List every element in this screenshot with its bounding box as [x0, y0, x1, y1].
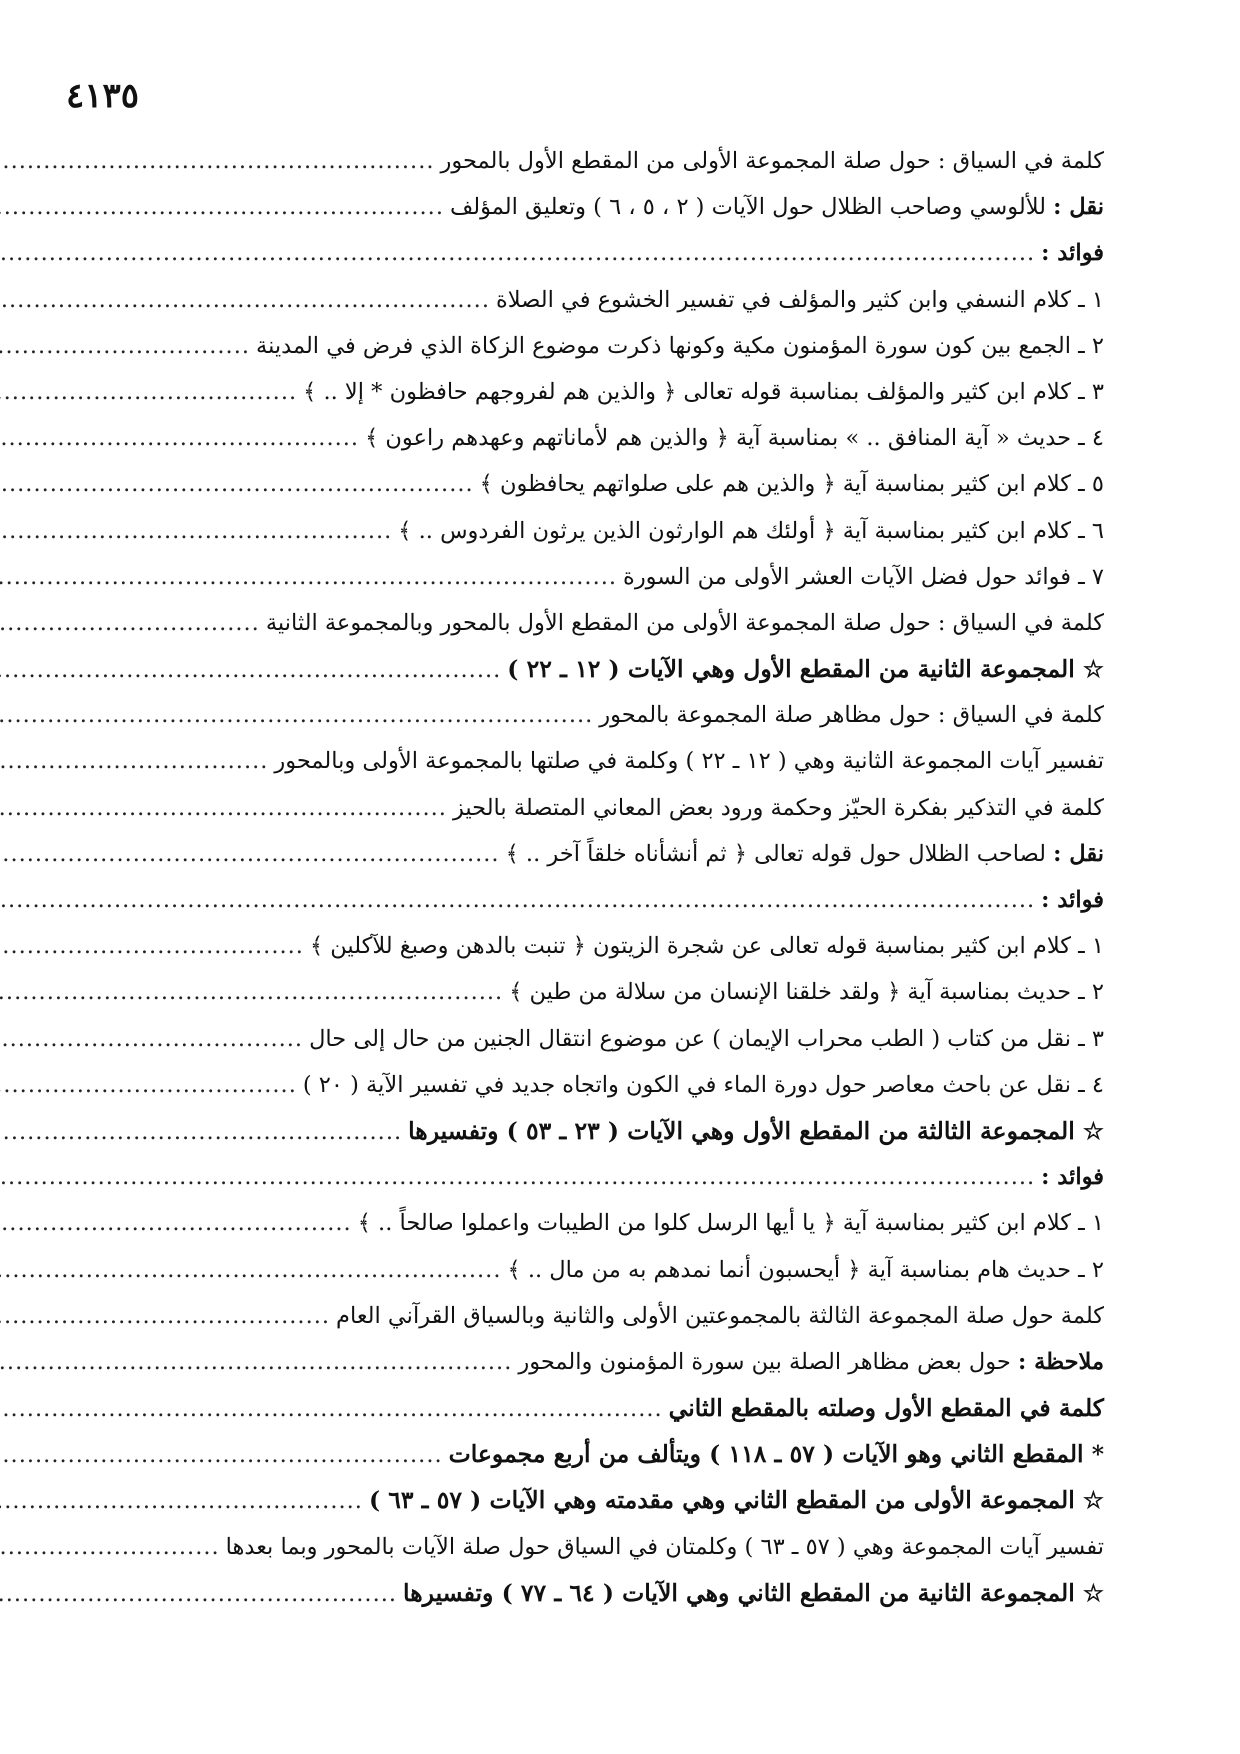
toc-entry — [62, 877, 1104, 923]
dot-leader — [0, 554, 617, 600]
toc-entry — [62, 785, 1104, 831]
entry-text: ٣ ـ كلام ابن كثير والمؤلف بمناسبة قوله تعالى ﴿ والذين هم لفروجهم حافظون * إلا .. ﴾ — [303, 378, 1104, 405]
entry-text: ٧ ـ فوائد حول فضل الآيات العشر الأولى من السورة — [623, 563, 1104, 590]
entry-lead: نقل : — [1053, 840, 1104, 867]
dot-leader — [0, 877, 1035, 923]
toc-entry — [62, 1431, 1104, 1477]
toc-entry — [62, 415, 1104, 461]
toc-entry — [62, 230, 1104, 276]
entry-title — [303, 369, 1104, 415]
dot-leader — [0, 1062, 297, 1108]
entry-title — [669, 1385, 1104, 1431]
toc-entry — [62, 831, 1104, 877]
entry-title — [1041, 230, 1104, 276]
entry-title — [309, 1016, 1104, 1062]
dot-leader — [0, 1524, 220, 1570]
entry-title — [441, 138, 1105, 184]
toc-entry — [62, 1385, 1104, 1431]
entry-text: ☆ المجموعة الثانية من المقطع الأول وهي الآيات ( ١٢ ـ ٢٢ ) — [507, 655, 1104, 684]
entry-title — [496, 277, 1104, 323]
entry-text: ٦ ـ كلام ابن كثير بمناسبة آية ﴿ أولئك هم الوارثون الذين يرثون الفردوس .. ﴾ — [398, 517, 1104, 544]
entry-text: حول بعض مظاهر الصلة بين سورة المؤمنون والمحور — [518, 1348, 1018, 1375]
entry-title — [226, 1524, 1104, 1570]
dot-leader — [0, 1293, 330, 1339]
toc-entry — [62, 508, 1104, 554]
toc-entry — [62, 923, 1104, 969]
dot-leader — [0, 1571, 397, 1617]
entry-text: ٢ ـ حديث بمناسبة آية ﴿ ولقد خلقنا الإنسان من سلالة من طين ﴾ — [509, 979, 1104, 1006]
entry-title — [506, 831, 1104, 877]
dot-leader — [0, 1432, 443, 1478]
entry-text: كلمة في السياق : حول صلة المجموعة الأولى من المقطع الأول بالمحور وبالمجموعة الثانية — [265, 609, 1104, 636]
dot-leader — [0, 785, 447, 831]
entry-lead: فوائد : — [1041, 240, 1104, 267]
entry-text: كلمة في السياق : حول مظاهر صلة المجموعة بالمحور — [599, 702, 1104, 729]
entry-title — [1041, 877, 1104, 923]
entry-title — [336, 1293, 1104, 1339]
entry-title — [518, 1339, 1104, 1385]
entry-title — [450, 184, 1104, 230]
dot-leader — [0, 738, 268, 784]
dot-leader — [0, 923, 304, 969]
page-number: ٤١٣٥ — [66, 76, 140, 116]
entry-title — [310, 923, 1104, 969]
dot-leader — [0, 1247, 501, 1293]
entry-text: لصاحب الظلال حول قوله تعالى ﴿ ثم أنشأناه خلقاً آخر .. ﴾ — [505, 840, 1054, 867]
entry-title — [398, 508, 1104, 554]
entry-text: ☆ المجموعة الأولى من المقطع الثاني وهي مقدمته وهي الآيات ( ٥٧ ـ ٦٣ ) — [368, 1486, 1104, 1515]
entry-title — [358, 1200, 1104, 1246]
entry-lead: نقل : — [1053, 194, 1104, 221]
entry-title — [365, 415, 1104, 461]
entry-text: ٤ ـ نقل عن باحث معاصر حول دورة الماء في الكون واتجاه جديد في تفسير الآية ( ٢٠ ) — [302, 1071, 1104, 1098]
entry-text: ٢ ـ حديث هام بمناسبة آية ﴿ أيحسبون أنما نمدهم به من مال .. ﴾ — [507, 1256, 1104, 1283]
entry-title — [507, 646, 1104, 692]
toc-entry — [62, 1062, 1104, 1108]
entry-text: ☆ المجموعة الثالثة من المقطع الأول وهي الآيات ( ٢٣ ـ ٥٣ ) وتفسيرها — [408, 1116, 1104, 1145]
table-of-contents — [62, 138, 1104, 1616]
entry-text: ٥ ـ كلام ابن كثير بمناسبة آية ﴿ والذين هم على صلواتهم يحافظون ﴾ — [479, 471, 1104, 498]
toc-entry — [62, 461, 1104, 507]
dot-leader — [0, 508, 392, 554]
toc-entry — [62, 738, 1104, 784]
dot-leader — [0, 647, 501, 693]
entry-text: ٤ ـ حديث « آية المنافق .. » بمناسبة آية ﴿ والذين هم لأماناتهم وعهدهم راعون ﴾ — [365, 425, 1104, 452]
toc-entry — [62, 323, 1104, 369]
toc-entry — [62, 369, 1104, 415]
entry-text: كلمة في المقطع الأول وصلته بالمقطع الثاني — [668, 1394, 1104, 1423]
entry-text: ١ ـ كلام ابن كثير بمناسبة قوله تعالى عن شجرة الزيتون ﴿ تنبت بالدهن وصبغ للآكلين ﴾ — [309, 933, 1104, 960]
entry-title — [369, 1477, 1104, 1523]
toc-entry — [62, 1108, 1104, 1154]
entry-title — [480, 461, 1104, 507]
dot-leader — [0, 1016, 303, 1062]
toc-entry — [62, 600, 1104, 646]
toc-entry — [62, 138, 1104, 184]
dot-leader — [0, 1339, 512, 1385]
toc-entry — [62, 1524, 1104, 1570]
dot-leader — [0, 831, 500, 877]
entry-text: كلمة في التذكير بفكرة الحيّز وحكمة ورود بعض المعاني المتصلة بالحيز — [452, 794, 1104, 821]
dot-leader — [0, 323, 250, 369]
toc-entry — [62, 1200, 1104, 1246]
dot-leader — [0, 230, 1035, 276]
toc-entry — [62, 277, 1104, 323]
entry-text: تفسير آيات المجموعة الثانية وهي ( ١٢ ـ ٢٢ ) وكلمة في صلتها بالمجموعة الأولى وبالمحور — [274, 748, 1104, 775]
entry-text: كلمة في السياق : حول صلة المجموعة الأولى من المقطع الأول بالمحور — [440, 148, 1104, 174]
toc-entry — [62, 1247, 1104, 1293]
toc-entry — [62, 1016, 1104, 1062]
entry-text: ٢ ـ الجمع بين كون سورة المؤمنون مكية وكونها ذكرت موضوع الزكاة الذي فرض في المدينة — [256, 332, 1104, 359]
entry-title — [509, 969, 1104, 1015]
dot-leader — [0, 138, 435, 184]
entry-title — [453, 785, 1104, 831]
dot-leader — [0, 1109, 402, 1155]
entry-text: كلمة حول صلة المجموعة الثالثة بالمجموعتين الأولى والثانية وبالسياق القرآني العام — [336, 1302, 1104, 1329]
toc-entry — [62, 554, 1104, 600]
toc-entry — [62, 1293, 1104, 1339]
entry-text: ١ ـ كلام النسفي وابن كثير والمؤلف في تفسير الخشوع في الصلاة — [495, 286, 1104, 313]
dot-leader — [0, 1478, 363, 1524]
entry-title — [599, 692, 1104, 738]
dot-leader — [0, 1200, 352, 1246]
entry-title — [1041, 1154, 1104, 1200]
entry-title — [303, 1062, 1104, 1108]
entry-lead: ملاحظة : — [1017, 1348, 1104, 1375]
entry-title — [449, 1431, 1104, 1477]
dot-leader — [0, 692, 593, 738]
toc-entry — [62, 1154, 1104, 1200]
dot-leader — [0, 969, 503, 1015]
entry-text: ٣ ـ نقل من كتاب ( الطب محراب الإيمان ) عن موضوع انتقال الجنين من حال إلى حال — [309, 1025, 1104, 1052]
toc-entry — [62, 692, 1104, 738]
entry-title — [507, 1247, 1104, 1293]
dot-leader — [0, 461, 474, 507]
toc-entry — [62, 184, 1104, 230]
entry-title — [266, 600, 1104, 646]
toc-entry — [62, 1339, 1104, 1385]
entry-lead: فوائد : — [1041, 887, 1104, 913]
dot-leader — [0, 415, 359, 461]
entry-text: للألوسي وصاحب الظلال حول الآيات ( ٢ ، ٥ ، ٦ ) وتعليق المؤلف — [449, 194, 1054, 221]
entry-title — [403, 1570, 1104, 1616]
toc-entry — [62, 1570, 1104, 1616]
entry-title — [274, 738, 1104, 784]
entry-title — [256, 323, 1104, 369]
dot-leader — [0, 184, 444, 230]
entry-text: * المقطع الثاني وهو الآيات ( ٥٧ ـ ١١٨ ) ويتألف من أربع مجموعات — [448, 1440, 1104, 1469]
entry-text: ☆ المجموعة الثانية من المقطع الثاني وهي الآيات ( ٦٤ ـ ٧٧ ) وتفسيرها — [403, 1578, 1104, 1607]
dot-leader — [0, 369, 297, 415]
dot-leader — [0, 1386, 663, 1432]
entry-text: تفسير آيات المجموعة وهي ( ٥٧ ـ ٦٣ ) وكلمتان في السياق حول صلة الآيات بالمحور وبما بعدها — [225, 1533, 1104, 1560]
entry-title — [408, 1108, 1104, 1154]
dot-leader — [0, 600, 260, 646]
dot-leader — [0, 277, 490, 323]
dot-leader — [0, 1154, 1035, 1200]
toc-entry — [62, 646, 1104, 692]
toc-entry — [62, 1477, 1104, 1523]
entry-lead: فوائد : — [1041, 1164, 1104, 1191]
toc-entry — [62, 969, 1104, 1015]
entry-title — [623, 554, 1104, 600]
entry-text: ١ ـ كلام ابن كثير بمناسبة آية ﴿ يا أيها الرسل كلوا من الطيبات واعملوا صالحاً .. ﴾ — [357, 1210, 1104, 1237]
